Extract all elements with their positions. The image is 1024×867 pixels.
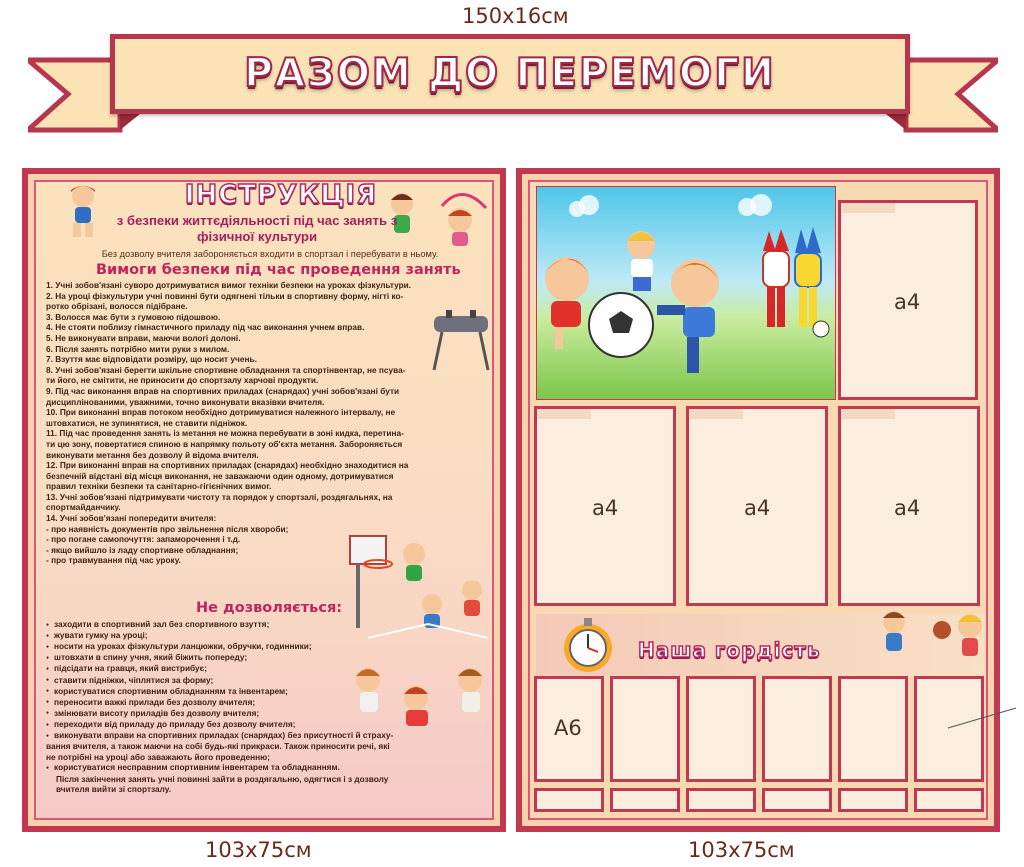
a6-pocket-bottom[interactable] xyxy=(914,788,984,812)
instruction-note: Без дозволу вчителя забороняється входити в спортзал і перебувати в ньому. xyxy=(101,249,439,259)
a6-pocket-bottom[interactable] xyxy=(838,788,908,812)
not-allowed-item: ● виконувати вправи на спортивних приладах (снарядах) без присутності й страху- вання вчителя, а також маючи на собі будь-які прикраси. Також приносити речі, які не потрібні на уроці або заважають його проведенню; xyxy=(46,730,496,762)
rule-item: 14. Учні зобов'язані попередити вчителя: xyxy=(46,513,217,524)
not-allowed-item: ● заходити в спортивний зал без спортивного взуття; xyxy=(46,619,496,630)
rule-item: - якщо вийшло із ладу спортивне обладнання; xyxy=(46,544,239,555)
stopwatch-icon xyxy=(556,614,622,676)
not-allowed-item: ● користуватися спортивним обладнанням та інвентарем; xyxy=(46,686,496,697)
rule-item: 1. Учні зобов'язані суворо дотримуватися вимог техніки безпеки на уроках фізкультури. xyxy=(46,280,412,290)
not-allowed-item: ● користуватися несправним спортивним інвентарем та обладнанням. xyxy=(46,762,496,773)
a4-pocket-1-label: а4 xyxy=(592,496,619,520)
rule-item: - про погане самопочуття: запаморочення і т.д. xyxy=(46,534,241,545)
a6-pocket[interactable] xyxy=(610,676,680,782)
rule-item: 10. При виконанні вправ потоком необхідно дотримуватися належного інтервалу, не штовхатися, не зупинятися, не ставити підніжок. xyxy=(46,407,396,428)
not-allowed-item: ● переходити від приладу до приладу без дозволу вчителя; xyxy=(46,719,496,730)
rule-item: 7. Взуття має відповідати розміру, що носит учень. xyxy=(46,354,257,365)
a6-pocket[interactable] xyxy=(686,676,756,782)
not-allowed-list xyxy=(46,619,496,795)
rule-item: 3. Волосся має бути з гумовою підошвою. xyxy=(46,311,221,322)
football-kids-photo xyxy=(536,186,836,400)
a6-pocket-bottom[interactable] xyxy=(610,788,680,812)
not-allowed-item: ● переносити важкі прилади без дозволу вчителя; xyxy=(46,697,496,708)
kids-basketball-illustration xyxy=(872,604,994,674)
dimension-left: 103x75см xyxy=(205,838,312,862)
rule-item: - про наявність документів про звільнення після хвороби; xyxy=(46,523,289,534)
rule-item: 13. Учні зобов'язані підтримувати чистоту та порядок у спортзалі, роздягальнях, на спортмайданчику. xyxy=(46,491,393,513)
rule-item: 4. Не стояти поблизу гімнастичного приладу під час виконання учнем вправ. xyxy=(46,322,365,333)
kid-runner-illustration xyxy=(58,182,108,242)
a6-pocket-label: А6 xyxy=(554,716,582,740)
not-allowed-item: ● змінювати висоту приладів без дозволу вчителя; xyxy=(46,708,496,719)
a4-pocket-2-label: а4 xyxy=(744,496,771,520)
rule-item: - про травмування під час уроку. xyxy=(46,555,181,566)
not-allowed-item: ● ставити підніжки, чіплятися за форму; xyxy=(46,675,496,686)
not-allowed-item: ● носити на уроках фізкультури ланцюжки, обручки, годинники; xyxy=(46,641,496,652)
board-title: РАЗОМ ДО ПЕРЕМОГИ xyxy=(244,51,776,96)
rule-item: 2. На уроці фізкультури учні повинні бути одягнені тільки в спортивну форму, нігті ко- ротко обрізані, волосся підібране. xyxy=(46,290,404,312)
a4-pocket-3-label: а4 xyxy=(894,496,921,520)
ribbon-center xyxy=(110,34,910,114)
a6-pocket[interactable] xyxy=(838,676,908,782)
title-ribbon xyxy=(28,34,998,140)
a6-pocket-bottom[interactable] xyxy=(686,788,756,812)
a6-pocket-bottom[interactable] xyxy=(534,788,604,812)
rule-item: 5. Не виконувати вправи, маючи вологі долоні. xyxy=(46,332,241,343)
instruction-title: ІНСТРУКЦІЯ xyxy=(184,180,378,210)
football-scene-illustration xyxy=(537,187,836,400)
pride-title: Наша гордість xyxy=(638,638,821,662)
pointer-line xyxy=(940,704,1020,734)
not-allowed-heading: Не дозволяється: xyxy=(196,600,343,616)
a4-pocket-top-label: а4 xyxy=(894,290,921,314)
closing-note: Після закінчення занять учні повинні зайти в роздягальню, одягтися і з дозволу вчителя вийти зі спортзалу. xyxy=(56,773,389,795)
safety-requirements-heading: Вимоги безпеки під час проведення занять xyxy=(96,262,461,278)
rule-item: 9. Під час виконання вправ на спортивних приладах (снарядах) учні зобов'язані бути дисциплінованими, уважними, точно виконувати вказівки вчителя. xyxy=(46,385,400,407)
rule-item: 8. Учні зобов'язані берегти шкільне спортивне обладнання та спортінвентар, не псува- ти його, не смітити, не приносити до спортзалу харчові продукти. xyxy=(46,364,406,386)
not-allowed-item: ● підсідати на гравця, який вистрибує; xyxy=(46,663,496,674)
dimension-top: 150x16см xyxy=(462,4,569,28)
dimension-right: 103x75см xyxy=(688,838,795,862)
rule-item: 12. При виконанні вправ на спортивних приладах (снарядах) необхідно знаходитися на безпечній відстані від місця виконання, не заважаючи один одному, дотримуватися правил техніки безпеки та санітарно-гігієнічних вимог. xyxy=(46,460,409,492)
instruction-subtitle: з безпеки життєдіяльності під час занять з фізичної культури xyxy=(116,213,398,244)
rule-item: 11. Під час проведення занять із метання не можна перебувати в зоні кидка, перетина- ти цю зону, повертатися спиною в напрямку польоту об'єкта метання. Забороняється виконувати метання без дозволу й відома вчителя. xyxy=(46,428,404,460)
safety-rules-list xyxy=(46,280,496,566)
rule-item: 6. Після занять потрібно мити руки з милом. xyxy=(46,343,230,354)
a6-pocket-bottom[interactable] xyxy=(762,788,832,812)
not-allowed-item: ● жувати гумку на уроці; xyxy=(46,630,496,641)
not-allowed-item: ● штовхати в спину учня, який біжить попереду; xyxy=(46,652,496,663)
a6-pocket[interactable] xyxy=(762,676,832,782)
